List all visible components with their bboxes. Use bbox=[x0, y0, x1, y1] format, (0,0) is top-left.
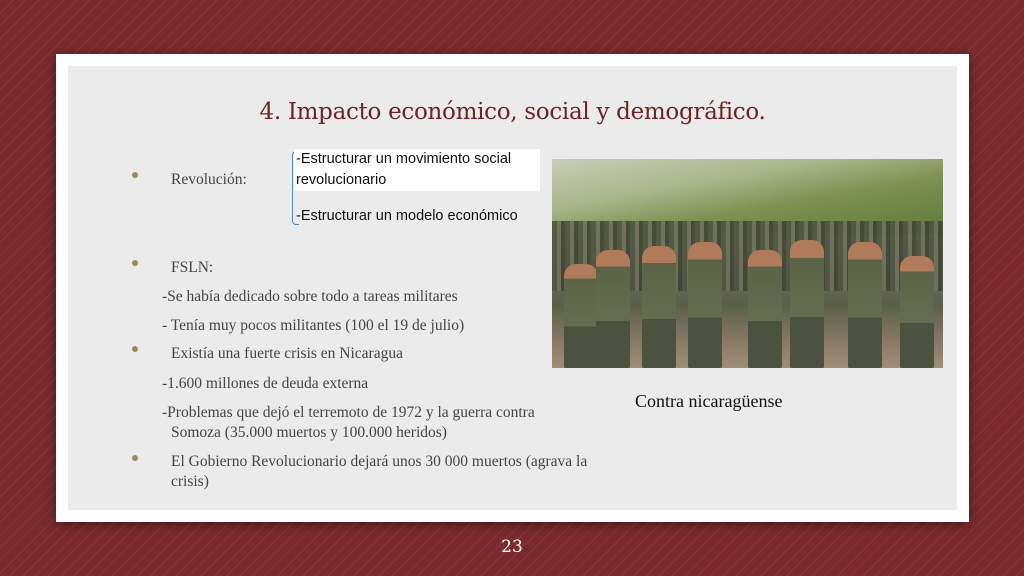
crisis-line-somoza: Somoza (35.000 muertos y 100.000 heridos) bbox=[171, 424, 447, 441]
fsln-label: FSLN: bbox=[171, 259, 214, 276]
photo-soldier bbox=[848, 242, 882, 368]
photo-soldier bbox=[564, 264, 598, 368]
fsln-line-militantes: - Tenía muy pocos militantes (100 el 19 de julio) bbox=[162, 317, 465, 334]
slide-content bbox=[68, 66, 957, 510]
photo-soldier bbox=[596, 250, 630, 368]
crisis-line-terremoto: -Problemas que dejó el terremoto de 1972 y la guerra contra bbox=[162, 404, 535, 421]
photo-soldier bbox=[900, 256, 934, 368]
bracket-item-modelo: -Estructurar un modelo económico bbox=[296, 208, 518, 224]
fsln-line-militares: -Se había dedicado sobre todo a tareas militares bbox=[162, 288, 458, 305]
page-number: 23 bbox=[501, 537, 523, 557]
photo-soldier bbox=[688, 242, 722, 368]
contra-soldiers-photo bbox=[552, 159, 943, 368]
bullet-dot-fsln bbox=[132, 260, 138, 266]
photo-soldier bbox=[642, 246, 676, 368]
slide-frame bbox=[56, 54, 969, 522]
bullet-dot-revolucion bbox=[132, 172, 138, 178]
crisis-label: Existía una fuerte crisis en Nicaragua bbox=[171, 345, 403, 362]
bullet-dot-gobierno bbox=[132, 455, 138, 461]
bullet-dot-crisis bbox=[132, 346, 138, 352]
photo-soldier bbox=[748, 250, 782, 368]
photo-soldier bbox=[790, 240, 824, 368]
crisis-line-deuda: -1.600 millones de deuda externa bbox=[162, 375, 369, 392]
photo-caption: Contra nicaragüense bbox=[635, 391, 783, 411]
bracket-item-movimiento: -Estructurar un movimiento social revolucionario bbox=[294, 149, 540, 191]
gobierno-text: El Gobierno Revolucionario dejará unos 30 000 muertos (agrava la crisis) bbox=[171, 453, 588, 490]
slide-title: 4. Impacto económico, social y demográfico. bbox=[259, 99, 766, 125]
revolucion-label: Revolución: bbox=[171, 171, 247, 188]
